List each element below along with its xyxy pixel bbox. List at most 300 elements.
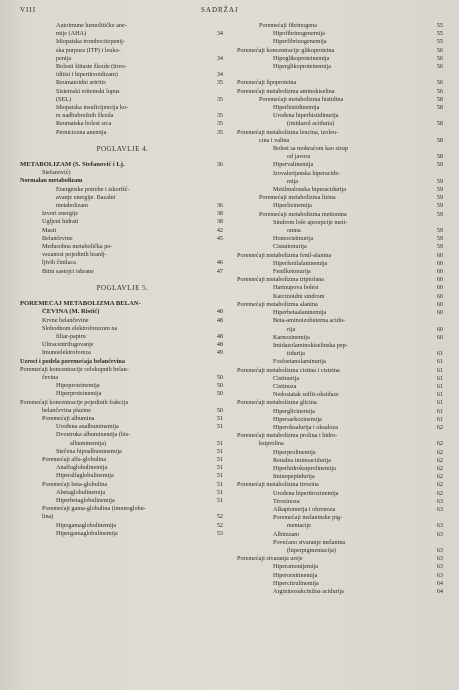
toc-entry [20,399,225,407]
entry-title: avanje energije. Bazalni [56,193,116,201]
toc-entry [20,227,225,235]
entry-title: Poremećaji metabolizma prolina i hidro- [237,432,338,440]
entry-title: mije (AHA) [56,30,87,38]
chapter-heading: POGLAVLJE 5. [96,283,149,292]
toc-entry [237,539,445,547]
entry-title: Međusobna metabolička po- [42,243,113,251]
entry-title: Homocistinurija [273,235,314,243]
entry-title: Imidazolaminokiselinska pep- [273,341,348,349]
toc-entry [237,408,445,416]
page-ref: 60 [436,300,443,308]
toc-entry [237,22,445,30]
toc-entry [20,235,225,243]
page-ref: 46 [216,259,223,267]
page-ref: 58 [436,153,443,161]
page-ref: 35 [216,112,223,120]
toc-entry [237,161,445,169]
entry-title: Hipersarkozinemija [273,415,322,423]
toc-entry [20,218,225,226]
toc-entry [237,309,445,317]
entry-title: Hipofibrinogenemija [273,30,325,38]
page-ref: 63 [436,555,443,563]
toc-entry [237,342,445,350]
toc-entry [20,243,225,251]
page-ref: 59 [436,202,443,210]
entry-title: METABOLIZAM (S. Stefanović i Lj. [20,161,125,169]
entry-title: Hipergamaglobulinemija [56,529,118,537]
toc-entry [20,440,225,448]
toc-entry [237,202,445,210]
page-ref: 47 [216,267,223,275]
entry-title: ljivih činilaca [42,259,76,267]
page-ref: 61 [436,382,443,390]
page-ref: 61 [436,399,443,407]
page-ref: 34 [216,71,223,79]
toc-entry [237,432,445,440]
entry-title: Ultracentrifugovanje [42,341,94,349]
page-ref: 60 [436,251,443,259]
page-ref: 55 [436,22,443,29]
entry-title: (imidazol aciduria) [287,120,335,128]
toc-entry [20,472,225,480]
toc-entry [237,284,445,292]
toc-entry [237,563,445,571]
toc-entry [237,506,445,514]
page-ref: 35 [216,128,223,136]
entry-title: Normalan metabolizam [20,177,83,185]
toc-entry [237,260,445,268]
entry-title: Hiperfibrinogenemija [273,38,327,46]
toc-entry [20,481,225,489]
toc-entry [237,30,445,38]
page-ref: 51 [216,480,223,488]
entry-title: ČEVINA (M. Ristić) [42,308,100,316]
entry-title: Cistinurija [273,374,300,382]
entry-title: od javora [287,153,311,161]
toc-entry [20,415,225,423]
entry-title: Stečena hipoalbuminemija [56,447,122,455]
entry-title: Bitni sastojci ishrane [42,267,94,275]
page-ref: 51 [216,414,223,422]
page-ref: 45 [216,234,223,242]
toc-entry [20,374,225,382]
toc-entry [237,424,445,432]
toc-entry [20,530,225,538]
toc-entry [237,301,445,309]
page-ref: 55 [436,30,443,38]
page-ref: 62 [436,423,443,431]
toc-entry [20,186,225,194]
toc-entry [20,333,225,341]
entry-title: Poremećaji metabolizma tirozina [237,481,319,489]
entry-title: (hiperpigmentacija) [287,546,336,554]
page-ref: 62 [436,440,443,448]
toc-entry [20,112,225,120]
entry-title: Energetske potrebe i iskorišć- [56,185,130,193]
entry-title: Izvori energije [42,210,79,218]
page-ref: 53 [216,529,223,537]
toc-entry [20,431,225,439]
toc-entry [237,47,445,55]
entry-title: Cistinoza [273,382,297,390]
page-ref: 56 [436,63,443,71]
page-ref: 63 [436,497,443,505]
page-ref: 61 [436,374,443,382]
toc-entry [20,317,225,325]
entry-title: Analfaglobulinemija [56,464,108,472]
entry-title: tidurija [287,350,305,358]
entry-title: Stefanović) [42,169,71,177]
entry-title: Ugljeni hidrati [42,218,79,226]
entry-title: Hiperbetaalaninemija [273,309,327,317]
entry-title: re nadbubrežnih žlezda [56,112,114,120]
page-ref: 51 [216,496,223,504]
page-ref: 35 [216,120,223,128]
entry-title: Masti [42,226,57,234]
entry-title: iditisi i hipertireoidizam) [56,71,118,79]
entry-title: Dvostruka albuminemija (bis- [56,431,131,439]
entry-title: Idiopatska insuficijencija ko- [56,104,129,112]
toc-entry [237,252,445,260]
chapter-title [20,300,225,308]
toc-entry [20,448,225,456]
toc-entry [20,423,225,431]
page-ref: 58 [436,120,443,128]
entry-title: Poremećaji metabolizma leucina, izoleu- [237,128,339,136]
entry-title: Cistationurija [273,243,307,251]
toc-entry [237,88,445,96]
entry-title: Fenilketonurija [273,268,311,276]
entry-title: Poremećaji gama-globulina (imunoglobu- [42,505,146,513]
page-number: VIII [20,6,37,14]
entry-title: Beta-aminoizobuterna acidu- [273,317,345,325]
toc-entry [237,449,445,457]
toc-entry [237,481,445,489]
entry-title: Poremećaji metabolizma alanina [237,300,318,308]
entry-title: Urođena analbuminemija [56,423,119,431]
entry-title: Belančevine [42,234,73,242]
entry-title: rija [287,325,296,333]
page-ref: 48 [216,341,223,349]
page-ref: 61 [436,366,443,374]
page-ref: 38 [216,218,223,226]
page-ref: 59 [436,210,443,218]
toc-entry [237,358,445,366]
entry-title: Poremećaji metabolizma lizina [259,194,336,202]
toc-entry [237,276,445,284]
entry-title: Abetaglobulinemija [56,488,106,496]
toc-entry [237,293,445,301]
page-ref: 60 [436,309,443,317]
entry-title: vezanost pojedinih hranlj- [42,251,107,259]
toc-entry [237,211,445,219]
page-ref: 51 [216,447,223,455]
toc-entry [237,63,445,71]
entry-title: Poremećaji melaninske pig- [273,514,343,522]
toc-entry [20,259,225,267]
page-ref: 60 [436,333,443,341]
entry-title: Hiperglikoproteinemija [273,63,331,71]
toc-entry [237,383,445,391]
toc-entry [20,497,225,505]
toc-entry [20,325,225,333]
page-ref: 60 [436,284,443,292]
page-ref: 38 [216,210,223,218]
entry-title: Poremećaji metabolizma fenil-alanina [237,251,332,259]
toc-entry [20,47,225,55]
toc-entry [20,505,225,513]
toc-entry [237,55,445,63]
toc-entry [20,22,225,30]
page-ref: 58 [436,104,443,112]
entry-title: Poremećaji metabolizma histidina [259,95,344,103]
page-ref: 61 [436,391,443,399]
toc-entry [237,367,445,375]
entry-title: Hipoglikoproteinemija [273,54,330,62]
page-ref: 60 [436,292,443,300]
toc-entry [237,129,445,137]
toc-entry [20,129,225,137]
page-ref: 61 [436,407,443,415]
entry-title: Idiopatska trombocitopeniј- [56,38,125,46]
toc-entry [20,407,225,415]
toc-entry [237,243,445,251]
page-ref: 58 [436,95,443,103]
entry-title: Reumatoidni artritis [56,79,106,87]
page-ref: 50 [216,373,223,381]
toc-entry [237,235,445,243]
page-ref: 59 [436,177,443,185]
page-ref: 60 [436,325,443,333]
page-ref: 63 [436,505,443,513]
page-ref: 55 [436,38,443,46]
entry-title: Alkaptonurija i ohronoza [273,505,336,513]
page-ref: 48 [216,316,223,324]
page-ref: 48 [216,308,223,316]
page-ref: 48 [216,332,223,340]
toc-entry [20,71,225,79]
page-ref: 56 [436,79,443,87]
entry-title: Hartnupova bolest [273,284,319,292]
toc-entry [237,490,445,498]
entry-title: Hiperornitinemija [273,571,318,579]
entry-title: Perniciozna anemija [56,128,107,136]
page-ref: 59 [436,243,443,251]
toc-entry [237,531,445,539]
page-ref: 49 [216,349,223,357]
page-ref: 42 [216,226,223,234]
toc-entry [237,473,445,481]
entry-title: Autoimune hemolitičke ane- [56,22,127,29]
page-ref: 61 [436,415,443,423]
entry-title: Argininosukcinilna acidurija [273,588,344,595]
toc-entry [237,137,445,145]
page-ref: 62 [436,481,443,489]
entry-title: Hipervalinemija [273,161,314,169]
toc-entry [20,522,225,530]
toc-entry [237,194,445,202]
page-ref: 60 [436,276,443,284]
toc-entry [20,489,225,497]
toc-entry [237,170,445,178]
chapter-title [20,161,225,169]
page-ref: 56 [436,46,443,54]
toc-entry [237,120,445,128]
section-title [20,358,225,366]
toc-entry [237,416,445,424]
entry-title: filtar-papiru [56,332,86,340]
page-ref: 62 [436,489,443,497]
entry-title: albuminemija) [70,439,107,447]
toc-entry [237,317,445,325]
toc-entry [20,63,225,71]
entry-title: Reumatska bolest srca [56,120,112,128]
page-ref: 59 [436,235,443,243]
entry-title: mija [287,177,298,185]
page-ref: 50 [216,382,223,390]
page-ref: 64 [436,579,443,587]
page-ref: 62 [436,473,443,481]
page-ref: 62 [436,448,443,456]
toc-entry [237,112,445,120]
entry-title: metabolizam [56,202,88,210]
page-ref: 63 [436,546,443,554]
page-ref: 63 [436,571,443,579]
toc-entry [20,268,225,276]
page-ref: 59 [436,161,443,169]
toc-entry [237,268,445,276]
toc-entry [237,547,445,555]
entry-title: Poremećaji koncentracije glikoproteina [237,46,335,54]
toc-entry [237,588,445,596]
page-ref: 63 [436,522,443,530]
entry-title: ksiprolina [259,440,284,448]
entry-title: Hiperhidroksiprolinemija [273,464,336,472]
toc-entry [20,79,225,87]
page-ref: 50 [216,406,223,414]
entry-title: Urođena hipertirozinemija [273,489,339,497]
entry-title: mentacije [287,522,312,530]
toc-entry [237,326,445,334]
entry-title: Poremećaji metabolizma cistina i cisteina [237,366,340,374]
entry-title: POREMEĆAJ METABOLIZMA BELAN- [20,300,141,308]
toc-entry [20,194,225,202]
toc-entry [237,522,445,530]
entry-title: onina [287,227,301,235]
page-ref: 52 [216,513,223,521]
entry-title: penija [56,54,72,62]
toc-left-column [20,22,225,538]
toc-entry [237,555,445,563]
page-ref: 60 [436,268,443,276]
toc-entry [237,153,445,161]
page-ref: 64 [436,588,443,595]
toc-entry [20,251,225,259]
entry-title: Poremećaji beta-globulina [42,480,108,488]
entry-title: Karcinoidni sindrom [273,292,325,300]
toc-entry [20,38,225,46]
page-ref: 59 [436,194,443,202]
entry-title: Fosfoetanolaminurija [273,358,326,366]
entry-title: Metilmalonska hiperacidurija [273,186,347,194]
entry-title: Hiperprolinemija [273,448,316,456]
page-ref: 36 [216,202,223,210]
page-ref: 62 [436,456,443,464]
toc-entry [237,498,445,506]
entry-title: ska purpura (ITP) i leuko- [56,46,121,54]
toc-entry [237,465,445,473]
toc-entry [237,79,445,87]
entry-title: Hiperlizinemija [273,202,312,210]
toc-entry [237,580,445,588]
page-ref: 62 [436,464,443,472]
entry-title: Poremećaji albumina [42,414,95,422]
toc-entry [237,104,445,112]
section-title [20,177,225,185]
toc-entry [237,96,445,104]
page-ref: 60 [436,259,443,267]
chapter-title [20,308,225,316]
toc-entry [237,71,445,79]
entry-title: Sindrom loše apsorpcije meti- [273,218,348,226]
toc-entry [237,514,445,522]
entry-title: Hipogamaglobulinemija [56,521,117,529]
entry-title: Bolest sa mokraćom kao sirup [273,145,348,153]
toc-entry [20,120,225,128]
page-ref: 51 [216,455,223,463]
entry-title: (SEL) [56,95,72,103]
page-ref: 51 [216,472,223,480]
toc-entry [237,334,445,342]
entry-title: Hiperproteinemija [56,390,102,398]
toc-entry [20,464,225,472]
page-ref: 63 [436,563,443,571]
entry-title: Albinizam [273,530,300,538]
page-ref: 51 [216,488,223,496]
toc-entry [237,219,445,227]
toc-entry [20,169,225,177]
running-head: SADRŽAJ [201,6,239,14]
toc-entry [20,366,225,374]
page-ref: 56 [436,54,443,62]
entry-title: Poremećaji metabolizma triptofana [237,276,324,284]
entry-title: Poremećaji metabolizma aminokiselina [237,87,335,95]
toc-entry [20,456,225,464]
toc-entry [20,382,225,390]
entry-title: čevina [42,373,59,381]
chapter-heading: POGLAVLJE 4. [96,144,149,153]
entry-title: Poremećaji stvaranja ureje [237,555,303,563]
entry-title: Sistemski eritemski lupus [56,87,120,95]
toc-entry [237,227,445,235]
entry-title: Hiperoksalurija i oksaloza [273,423,338,431]
page-ref: 59 [436,227,443,235]
toc-entry [237,38,445,46]
page-ref: 51 [216,423,223,431]
entry-title: Krvne belančevine [42,316,89,324]
toc-entry [237,399,445,407]
entry-title: Renalna iminoacidurija [273,456,331,464]
entry-title: Hiperhistidinemija [273,104,320,112]
entry-title: Bolesti štitaste žlezde (tireo- [56,63,127,71]
page-ref: 58 [436,136,443,144]
page-ref: 35 [216,79,223,87]
page-ref: 34 [216,30,223,38]
entry-title: Imunoelektroforeza [42,349,91,357]
toc-entry [237,375,445,383]
entry-title: Urođena hiperhistidinurija [273,112,339,120]
page-ref: 50 [216,390,223,398]
